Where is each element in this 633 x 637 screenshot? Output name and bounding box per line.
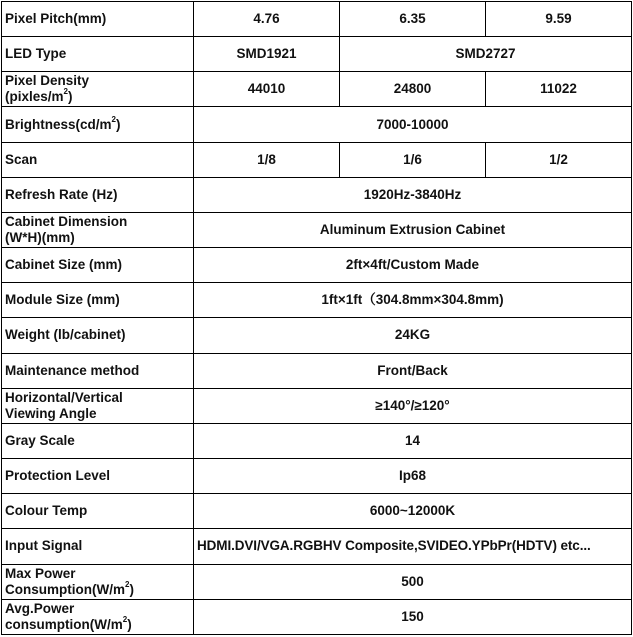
spec-value: 1/6	[340, 142, 486, 177]
spec-label-line-2: $Consumption(W/m^2)$	[5, 579, 134, 597]
spec-row-led-type	[2, 37, 632, 72]
spec-value: 24KG	[194, 318, 632, 353]
spec-table	[1, 1, 632, 635]
spec-label	[2, 564, 194, 599]
spec-label	[2, 388, 194, 423]
spec-value: 2ft×4ft/Custom Made	[194, 248, 632, 283]
spec-label	[2, 529, 194, 564]
spec-label	[2, 142, 194, 177]
spec-value: 44010	[194, 72, 340, 107]
spec-value: 11022	[486, 72, 632, 107]
spec-value: 9.59	[486, 2, 632, 37]
spec-label-line-2: $consumption(W/m^2)$	[5, 614, 132, 632]
spec-value: SMD1921	[194, 37, 340, 72]
spec-label-line: Colour Temp	[5, 503, 88, 519]
spec-label-line: LED Type	[5, 46, 67, 62]
spec-label	[2, 423, 194, 458]
spec-label-line: Refresh Rate (Hz)	[5, 186, 118, 202]
spec-row-horizontal-vertical	[2, 388, 632, 423]
spec-row-input-signal	[2, 529, 632, 564]
spec-row-module-size-mm	[2, 283, 632, 318]
spec-label-line: Maintenance method	[5, 362, 140, 378]
spec-row-colour-temp	[2, 494, 632, 529]
spec-value: 7000-10000	[194, 107, 632, 142]
spec-label	[2, 248, 194, 283]
spec-label-line: Max Power	[5, 565, 76, 581]
spec-label-line: Module Size (mm)	[5, 292, 120, 308]
spec-label-line: Cabinet Dimension	[5, 214, 128, 230]
spec-value: 24800	[340, 72, 486, 107]
spec-label-line: Cabinet Size (mm)	[5, 257, 123, 273]
spec-value: 4.76	[194, 2, 340, 37]
spec-label	[2, 2, 194, 37]
spec-label-line: Gray Scale	[5, 432, 75, 448]
spec-row-brightness-cd-m	[2, 107, 632, 142]
spec-row-weight-lb-cabinet	[2, 318, 632, 353]
spec-value: Ip68	[194, 459, 632, 494]
spec-label	[2, 318, 194, 353]
spec-row-max-power	[2, 564, 632, 599]
spec-label	[2, 283, 194, 318]
spec-label	[2, 107, 194, 142]
spec-value: 150	[194, 599, 632, 634]
spec-value: Front/Back	[194, 353, 632, 388]
spec-row-cabinet-dimension	[2, 212, 632, 247]
spec-label-line: Weight (lb/cabinet)	[5, 327, 126, 343]
spec-label-line: Horizontal/Vertical	[5, 389, 123, 405]
spec-label-line: $Brightness(cd/m^2)$	[5, 114, 121, 132]
spec-value: 6.35	[340, 2, 486, 37]
spec-label-line: Avg.Power	[5, 600, 75, 616]
spec-label-line-2: (W*H)(mm)	[5, 230, 75, 246]
spec-value: SMD2727	[340, 37, 632, 72]
spec-label	[2, 177, 194, 212]
spec-value: ≥140°/≥120°	[194, 388, 632, 423]
spec-label-line: Pixel Pitch(mm)	[5, 11, 107, 27]
spec-label	[2, 494, 194, 529]
spec-label-line-2: Viewing Angle	[5, 405, 97, 421]
spec-row-maintenance-method	[2, 353, 632, 388]
spec-value: HDMI.DVI/VGA.RGBHV Composite,SVIDEO.YPbPr(HDTV) etc...	[194, 529, 632, 564]
spec-label	[2, 72, 194, 107]
spec-label	[2, 353, 194, 388]
spec-value: 500	[194, 564, 632, 599]
spec-label	[2, 37, 194, 72]
spec-label-line: Protection Level	[5, 468, 111, 484]
spec-value: 14	[194, 423, 632, 458]
spec-label	[2, 599, 194, 634]
spec-row-cabinet-size-mm	[2, 248, 632, 283]
spec-value: 1920Hz-3840Hz	[194, 177, 632, 212]
spec-row-avg-power	[2, 599, 632, 634]
spec-row-scan	[2, 142, 632, 177]
spec-label	[2, 459, 194, 494]
spec-value: Aluminum Extrusion Cabinet	[194, 212, 632, 247]
spec-value: 1ft×1ft（304.8mm×304.8mm)	[194, 283, 632, 318]
spec-value: 1/2	[486, 142, 632, 177]
spec-value: 1/8	[194, 142, 340, 177]
spec-value: 6000~12000K	[194, 494, 632, 529]
spec-row-refresh-rate-hz	[2, 177, 632, 212]
spec-row-protection-level	[2, 459, 632, 494]
spec-row-pixel-density	[2, 72, 632, 107]
spec-row-pixel-pitch-mm	[2, 2, 632, 37]
spec-table-body	[2, 2, 632, 635]
spec-label-line: Scan	[5, 151, 38, 167]
spec-label	[2, 212, 194, 247]
spec-row-gray-scale	[2, 423, 632, 458]
spec-label-line: Input Signal	[5, 538, 83, 554]
spec-label-line-2: $(pixles/m^2)$	[5, 87, 73, 105]
spec-label-line: Pixel Density	[5, 73, 90, 89]
